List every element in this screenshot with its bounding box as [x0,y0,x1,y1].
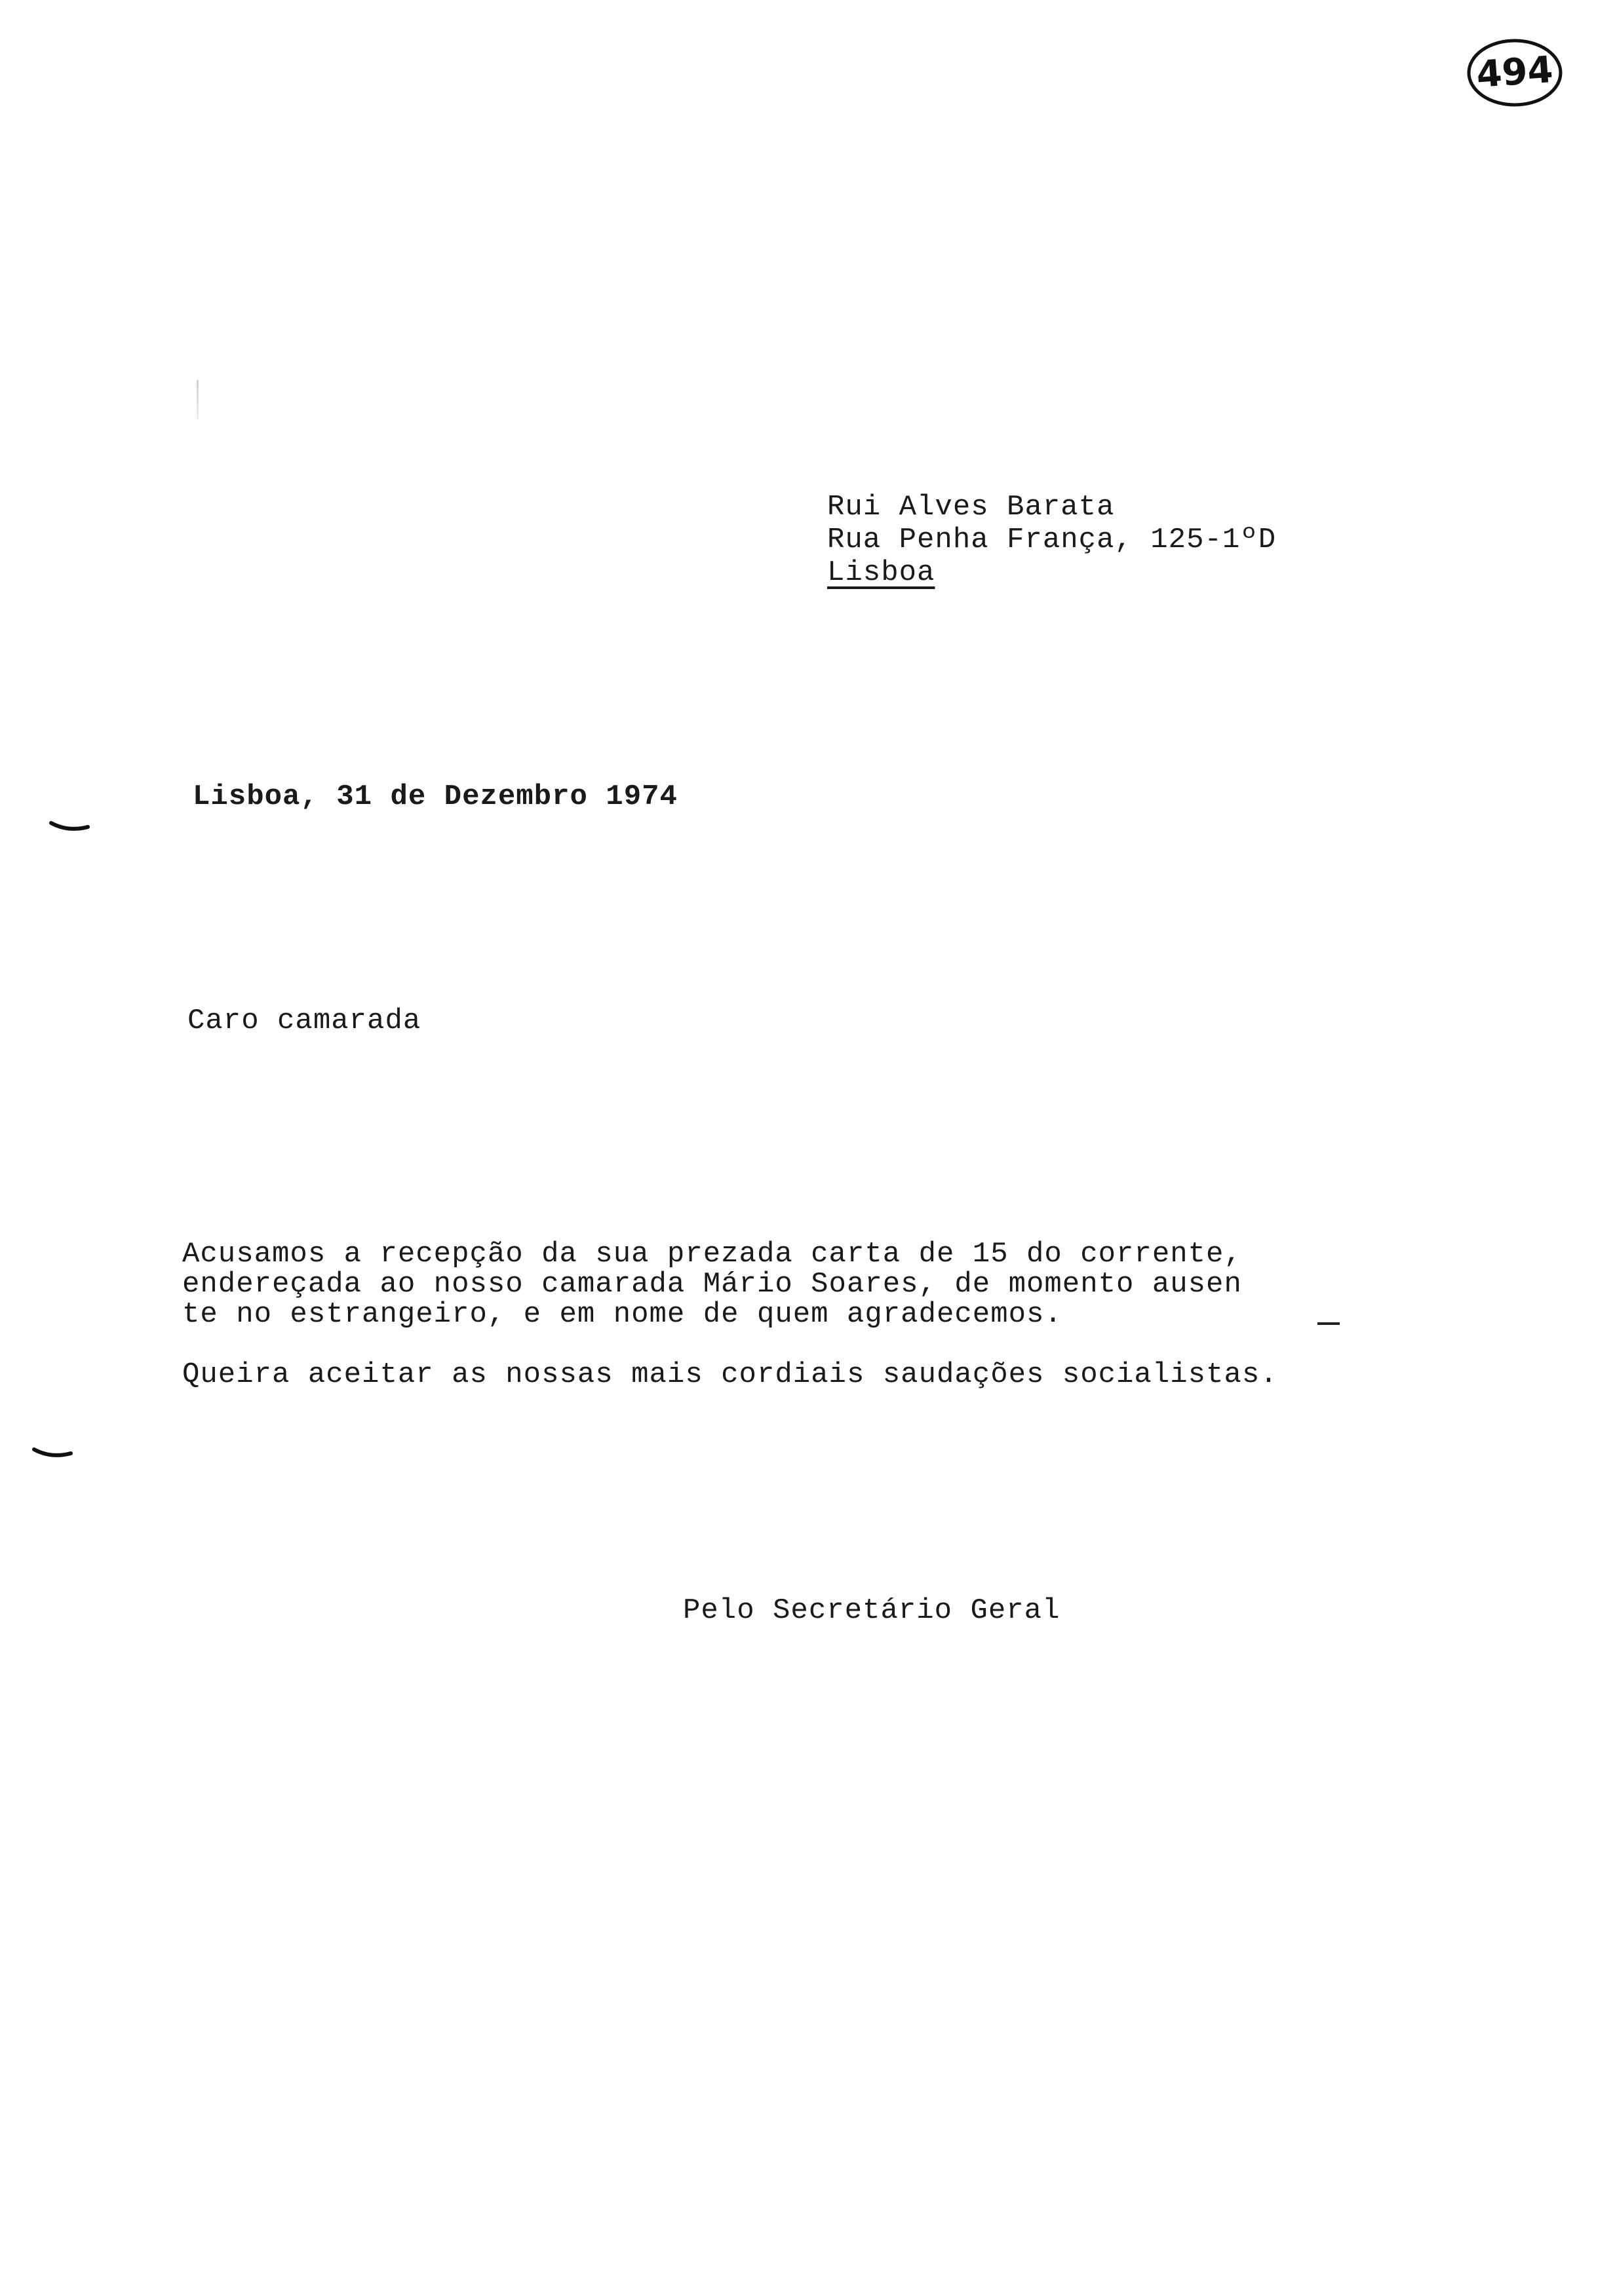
signature-line: Pelo Secretário Geral [683,1594,1060,1627]
body-line-1: Acusamos a recepção da sua prezada carta de 15 do corrente, [182,1238,1242,1271]
recipient-street: Rua Penha França, 125-1ºD [827,524,1277,556]
recipient-city: Lisboa [827,556,935,589]
body-line-4: Queira aceitar as nossas mais cordiais saudações socialistas. [182,1358,1278,1391]
body-line-2: endereçada ao nosso camarada Mário Soares, de momento ausen [182,1268,1242,1301]
page-number-stamp [1466,37,1564,109]
recipient-name: Rui Alves Barata [827,491,1115,524]
hyphen-mark [1317,1322,1340,1325]
body-line-3: te no estrangeiro, e em nome de quem agradecemos. [182,1298,1062,1331]
punch-hole-mark-icon [49,820,90,835]
date-line: Lisboa, 31 de Dezembro 1974 [193,780,678,813]
paper-speck [197,380,199,419]
page-number: 494 [1475,48,1555,96]
punch-hole-mark-icon [31,1447,73,1461]
salutation: Caro camarada [187,1004,421,1037]
